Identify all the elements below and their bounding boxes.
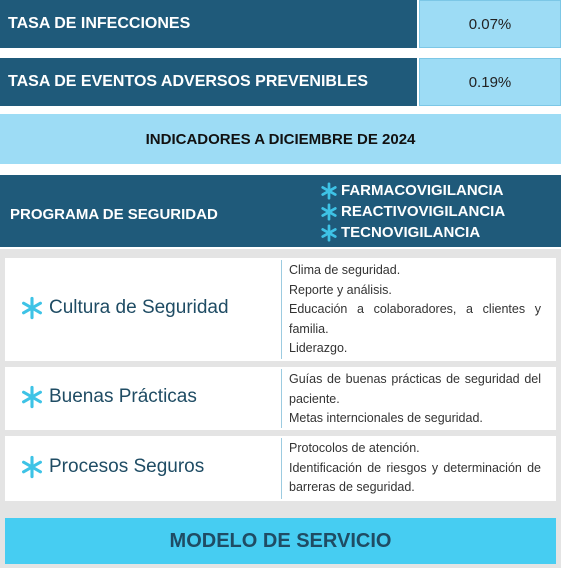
card-header — [20, 296, 229, 320]
program-banner — [0, 175, 561, 247]
card-title: Procesos Seguros — [49, 456, 205, 477]
indicators-title: INDICADORES A DICIEMBRE DE 2024 — [0, 114, 561, 166]
asterisk-star-icon — [20, 385, 44, 409]
program-item: FARMACOVIGILANCIA — [320, 180, 505, 201]
metric-label: TASA DE INFECCIONES — [0, 0, 417, 48]
metric-row-infections — [0, 0, 561, 48]
card-title: Buenas Prácticas — [49, 386, 197, 407]
card-cultura-seguridad — [5, 258, 556, 361]
program-item: REACTIVOVIGILANCIA — [320, 201, 505, 222]
metric-row-adverse-events — [0, 58, 561, 106]
card-procesos-seguros — [5, 436, 556, 501]
card-divider — [281, 438, 282, 499]
card-header — [20, 385, 197, 409]
card-description: Clima de seguridad. Reporte y análisis. Educación a colaboradores, a clientes y familia. Liderazgo. — [289, 263, 541, 355]
card-buenas-practicas — [5, 367, 556, 430]
card-title: Cultura de Seguridad — [49, 297, 229, 318]
card-description: Guías de buenas prácticas de seguridad del paciente. Metas interncionales de seguridad. — [289, 372, 541, 425]
asterisk-star-icon — [320, 182, 338, 200]
metric-label: TASA DE EVENTOS ADVERSOS PREVENIBLES — [0, 58, 417, 106]
asterisk-star-icon — [20, 455, 44, 479]
card-divider — [281, 260, 282, 359]
service-model-banner: MODELO DE SERVICIO — [5, 518, 556, 564]
card-description: Protocolos de atención. Identificación de riesgos y determinación de barreras de seguridad. — [289, 441, 541, 494]
metric-value: 0.19% — [419, 58, 561, 106]
asterisk-star-icon — [20, 296, 44, 320]
program-item: TECNOVIGILANCIA — [320, 222, 505, 243]
card-header — [20, 455, 204, 479]
program-title: PROGRAMA DE SEGURIDAD — [10, 206, 218, 223]
asterisk-star-icon — [320, 203, 338, 221]
asterisk-star-icon — [320, 224, 338, 242]
metric-value: 0.07% — [419, 0, 561, 48]
program-list — [320, 180, 505, 243]
card-divider — [281, 369, 282, 428]
